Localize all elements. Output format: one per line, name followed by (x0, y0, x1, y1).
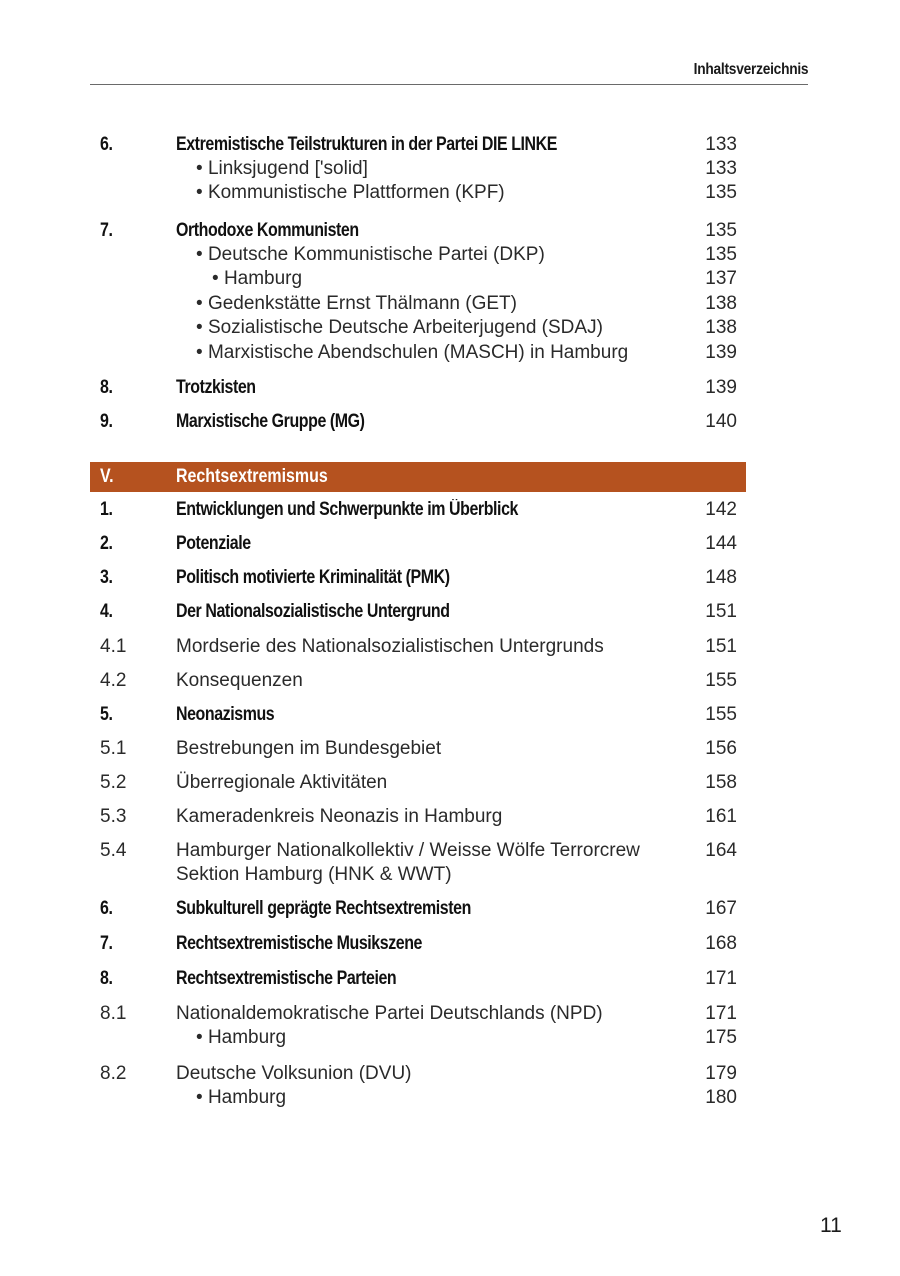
toc-entry-number: 7. (100, 933, 113, 954)
toc-entry-label: Konsequenzen (176, 670, 303, 691)
toc-entry-label: • Deutsche Kommunistische Partei (DKP) (196, 243, 545, 267)
toc-entry-label: • Kommunistische Plattformen (KPF) (196, 181, 505, 205)
toc-entry-label: • Hamburg (196, 1026, 286, 1050)
running-header (90, 58, 808, 85)
toc-entry-label: Marxistische Gruppe (MG) (176, 411, 365, 432)
toc-entry-page: 155 (705, 670, 737, 691)
toc-entry-number: 3. (100, 567, 113, 588)
toc-entry-page: 180 (705, 1087, 737, 1108)
toc-entry-label: Subkulturell geprägte Rechtsextremisten (176, 898, 471, 919)
toc-entry-label: Rechtsextremistische Parteien (176, 968, 397, 989)
toc-entry-label: • Sozialistische Deutsche Arbeiterjugend (SDAJ) (196, 316, 603, 340)
toc-entry-page: 135 (705, 244, 737, 265)
toc-entry-page: 133 (705, 158, 737, 179)
toc-entry-number: 8. (100, 377, 113, 398)
toc-entry-number: 4.1 (100, 636, 127, 657)
toc-entry-number: 9. (100, 411, 113, 432)
toc-entry-number: 5.2 (100, 772, 127, 793)
running-header-title: Inhaltsverzeichnis (693, 61, 808, 78)
toc-entry-label: Deutsche Volksunion (DVU) (176, 1063, 412, 1084)
toc-entry-page: 171 (705, 1003, 737, 1024)
toc-entry-label: Orthodoxe Kommunisten (176, 220, 359, 241)
toc-entry-page: 133 (705, 134, 737, 155)
toc-entry-page: 140 (705, 411, 737, 432)
toc-entry-number: 2. (100, 533, 113, 554)
toc-entry-label: Hamburger Nationalkollektiv / Weisse Wölfe Terrorcrew Sektion Hamburg (HNK & WWT) (176, 840, 640, 885)
toc-entry-number: 5.4 (100, 840, 127, 861)
toc-entry-label: Nationaldemokratische Partei Deutschlands (NPD) (176, 1003, 603, 1024)
toc-entry-label: Potenziale (176, 533, 251, 554)
toc-entry-page: 156 (705, 738, 737, 759)
toc-entry-label: • Hamburg (196, 1086, 286, 1110)
toc-entry-number: 8.1 (100, 1003, 127, 1024)
toc-entry-page: 171 (705, 968, 737, 989)
toc-entry-page: 168 (705, 933, 737, 954)
toc-entry-number: 8.2 (100, 1063, 127, 1084)
section-number: V. (100, 466, 114, 487)
toc-entry-label: • Gedenkstätte Ernst Thälmann (GET) (196, 292, 517, 316)
section-heading-band[interactable] (90, 462, 746, 492)
toc-entry-number: 6. (100, 898, 113, 919)
toc-entry-label: Mordserie des Nationalsozialistischen Untergrunds (176, 636, 604, 657)
toc-entry-page: 167 (705, 898, 737, 919)
toc-entry-number: 5. (100, 704, 113, 725)
toc-entry-page: 137 (705, 268, 737, 289)
toc-entry-label: Politisch motivierte Kriminalität (PMK) (176, 567, 450, 588)
toc-entry-page: 155 (705, 704, 737, 725)
toc-entry-number: 5.1 (100, 738, 127, 759)
toc-entry-page: 135 (705, 220, 737, 241)
toc-entry-label: Kameradenkreis Neonazis in Hamburg (176, 806, 503, 827)
toc-entry-number: 6. (100, 134, 113, 155)
toc-entry-page: 151 (705, 636, 737, 657)
toc-entry-label: • Marxistische Abendschulen (MASCH) in Hamburg (196, 341, 628, 365)
toc-entry-number: 1. (100, 499, 113, 520)
toc-entry-page: 142 (705, 499, 737, 520)
page-number: 11 (820, 1214, 842, 1237)
toc-entry-page: 164 (705, 840, 737, 861)
toc-entry-label: Trotzkisten (176, 377, 256, 398)
toc-entry-page: 179 (705, 1063, 737, 1084)
toc-entry-page: 144 (705, 533, 737, 554)
toc-entry-page: 139 (705, 342, 737, 363)
toc-entry-label: Rechtsextremistische Musikszene (176, 933, 423, 954)
toc-entry-page: 138 (705, 317, 737, 338)
toc-entry-label: Bestrebungen im Bundesgebiet (176, 738, 442, 759)
toc-entry-label: • Hamburg (212, 267, 302, 291)
toc-entry-page: 135 (705, 182, 737, 203)
toc-entry-page: 175 (705, 1027, 737, 1048)
toc-entry-number: 8. (100, 968, 113, 989)
toc-entry-page: 138 (705, 293, 737, 314)
toc-entry-number: 7. (100, 220, 113, 241)
toc-entry-label: • Linksjugend ['solid] (196, 157, 368, 181)
toc-entry-page: 148 (705, 567, 737, 588)
toc-entry-number: 5.3 (100, 806, 127, 827)
section-title: Rechtsextremismus (176, 466, 328, 487)
toc-entry-page: 139 (705, 377, 737, 398)
toc-entry-number: 4.2 (100, 670, 127, 691)
toc-entry-number: 4. (100, 601, 113, 622)
toc-entry-label: Neonazismus (176, 704, 275, 725)
toc-entry-label: Überregionale Aktivitäten (176, 772, 388, 793)
toc-entry-page: 161 (705, 806, 737, 827)
toc-entry-label: Extremistische Teilstrukturen in der Partei DIE LINKE (176, 134, 558, 155)
toc-entry-label: Entwicklungen und Schwerpunkte im Überblick (176, 499, 518, 520)
toc-entry-page: 158 (705, 772, 737, 793)
toc-entry-label: Der Nationalsozialistische Untergrund (176, 601, 450, 622)
toc-entry-page: 151 (705, 601, 737, 622)
